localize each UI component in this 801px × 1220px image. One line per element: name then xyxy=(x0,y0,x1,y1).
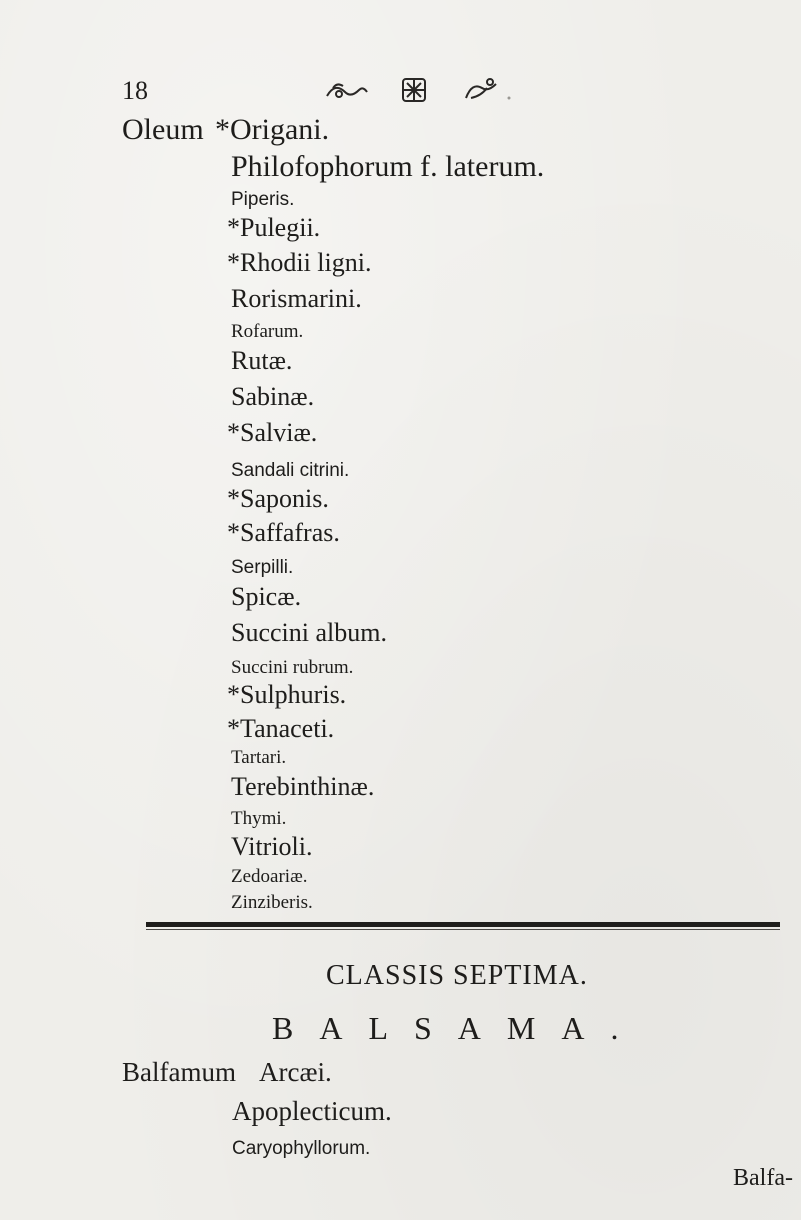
entry-terebinthinae: Terebinthinæ. xyxy=(231,772,375,801)
entry-piperis: Piperis. xyxy=(231,189,295,210)
entry-caryophyllorum: Caryophyllorum. xyxy=(232,1138,371,1159)
entry-sandali-citrini: Sandali citrini. xyxy=(231,460,350,481)
entry-rofarum: Rofarum. xyxy=(231,321,304,342)
balsams-heading: Balfamum xyxy=(122,1057,236,1087)
entry-tanaceti: *Tanaceti. xyxy=(227,714,335,743)
section-title: BALSAMA. xyxy=(272,1010,645,1046)
entry-saffafras: *Saffafras. xyxy=(227,518,340,547)
oils-heading: Oleum xyxy=(122,113,204,146)
entry-salviae: *Salviæ. xyxy=(227,418,318,447)
entry-origani: *Origani. xyxy=(215,113,330,146)
entry-thymi: Thymi. xyxy=(231,808,287,829)
section-divider-thin xyxy=(146,929,780,930)
entry-tartari: Tartari. xyxy=(231,747,287,768)
entry-philofophorum: Philofophorum f. laterum. xyxy=(231,150,545,183)
ornament-icon xyxy=(323,74,513,106)
entry-rorismarini: Rorismarini. xyxy=(231,284,362,313)
entry-succini-rubrum: Succini rubrum. xyxy=(231,657,354,678)
entry-sabinae: Sabinæ. xyxy=(231,382,315,411)
entry-apoplecticum: Apoplecticum. xyxy=(232,1096,392,1126)
section-divider xyxy=(146,922,780,927)
section-heading: CLASSIS SEPTIMA. xyxy=(326,960,588,991)
entry-serpilli: Serpilli. xyxy=(231,557,294,578)
page-number: 18 xyxy=(122,76,148,105)
entry-sulphuris: *Sulphuris. xyxy=(227,680,347,709)
entry-arcaei: Arcæi. xyxy=(259,1057,332,1087)
entry-rutae: Rutæ. xyxy=(231,346,293,375)
entry-succini-album: Succini album. xyxy=(231,618,387,647)
entry-zinziberis: Zinziberis. xyxy=(231,892,313,913)
entry-vitrioli: Vitrioli. xyxy=(231,832,313,861)
entry-saponis: *Saponis. xyxy=(227,484,329,513)
entry-pulegii: *Pulegii. xyxy=(227,213,321,242)
entry-spicae: Spicæ. xyxy=(231,582,302,611)
catchword: Balfa- xyxy=(733,1165,793,1191)
entry-rhodii-ligni: *Rhodii ligni. xyxy=(227,248,372,277)
entry-zedoariae: Zedoariæ. xyxy=(231,866,308,887)
